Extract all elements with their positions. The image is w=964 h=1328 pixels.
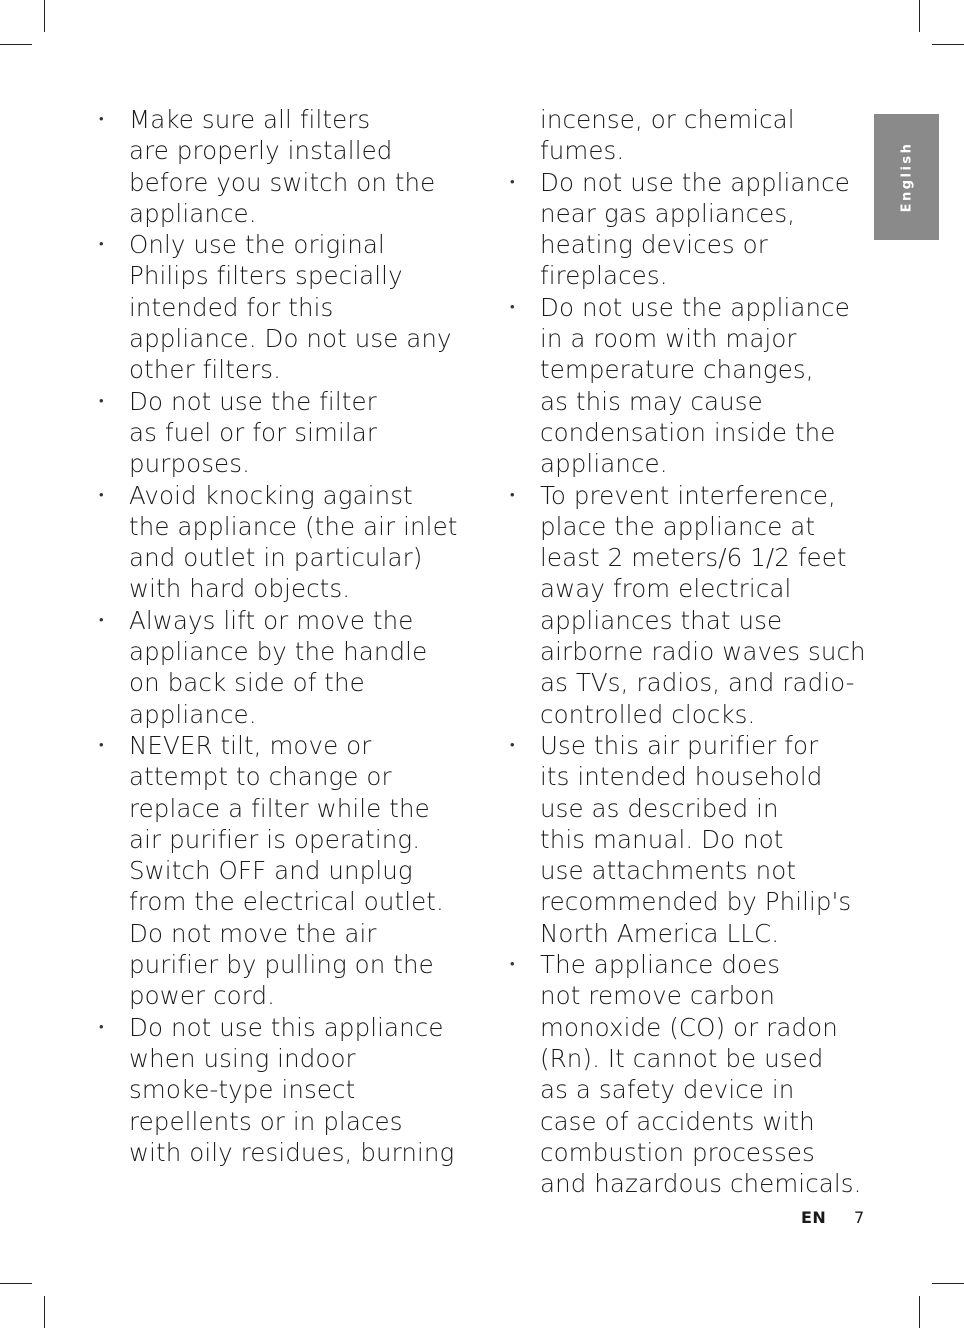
bullet-item-line: appliance. [129, 198, 257, 228]
bullet-item-line: from the electrical outlet. [129, 887, 444, 917]
bullet-item-line: smoke-type insect [129, 1075, 356, 1105]
bullet-item [98, 1012, 458, 1168]
bullet-item-line: purposes. [129, 449, 250, 479]
bullet-item-first-line: • Do not use the appliance [509, 167, 861, 198]
crop-mark-top-left-horizontal [0, 44, 32, 45]
bullet-item-line: replace a filter while the [129, 793, 430, 823]
bullet-item-line: repellents or in places [129, 1106, 403, 1136]
bullet-item-line: purifier by pulling on the [129, 950, 434, 980]
crop-mark-bottom-right-horizontal [932, 1283, 964, 1284]
bullet-item-line: away from electrical [540, 574, 792, 604]
bullet-item-line: Switch OFF and unplug [129, 856, 413, 886]
left-column [98, 104, 458, 1168]
bullet-item-line: appliance. Do not use any [129, 324, 452, 354]
bullet-item-line: place the appliance at [540, 511, 816, 541]
bullet-item [509, 949, 861, 1199]
bullet-item-line: this manual. Do not [540, 824, 784, 854]
bullet-item-line: fireplaces. [540, 261, 668, 291]
bullet-item-first-line: • To prevent interference, [509, 480, 861, 511]
crop-mark-bottom-left-vertical [44, 1296, 45, 1328]
bullet-item-line: Do not move the air [129, 918, 377, 948]
bullet-item-line: intended for this [129, 292, 334, 322]
bullet-item-line: combustion processes [540, 1137, 815, 1167]
crop-mark-bottom-right-vertical [919, 1296, 920, 1328]
bullet-item-line: its intended household [540, 762, 823, 792]
bullet-item-line: in a room with major [540, 324, 797, 354]
bullet-item-line: as fuel or for similar [129, 417, 378, 447]
bullet-item-first-line: • Do not use the filter [98, 386, 458, 417]
bullet-item-line: when using indoor [129, 1043, 356, 1073]
continued-bullet-text [509, 104, 861, 167]
bullet-item [98, 229, 458, 385]
crop-mark-top-right-horizontal [932, 44, 964, 45]
bullet-item-line: not remove carbon [540, 981, 776, 1011]
bullet-item-first-line: • Use this air purifier for [509, 730, 861, 761]
bullet-item-line: temperature changes, [540, 355, 814, 385]
bullet-item-line: air purifier is operating. [129, 824, 421, 854]
bullet-item-line: other filters. [129, 355, 282, 385]
bullet-item-first-line: • Only use the original [98, 229, 458, 260]
bullet-item [509, 292, 861, 480]
page-number: 7 [854, 1208, 865, 1227]
bullet-item-line: and outlet in particular) [129, 543, 423, 573]
bullet-item-line: controlled clocks. [540, 699, 756, 729]
bullet-item-line: appliance. [129, 699, 257, 729]
bullet-item-line: condensation inside the [540, 417, 836, 447]
bullet-item-line: fumes. [540, 136, 625, 166]
bullet-item-line: use as described in [540, 793, 779, 823]
bullet-item-line: North America LLC. [540, 918, 780, 948]
bullet-item-first-line: • Avoid knocking against [98, 480, 458, 511]
bullet-item-line: incense, or chemical [540, 105, 795, 134]
bullet-item-line: airborne radio waves such [540, 637, 866, 667]
bullet-item [98, 386, 458, 480]
bullet-item-first-line: • The appliance does [509, 949, 861, 980]
bullet-item [509, 480, 866, 730]
bullet-item-line: use attachments not [540, 856, 797, 886]
bullet-item [98, 104, 458, 229]
bullet-item-first-line: • Make sure all filters [98, 104, 458, 135]
crop-mark-bottom-left-horizontal [0, 1283, 32, 1284]
bullet-item-line: on back side of the [129, 668, 365, 698]
bullet-item-first-line: • Always lift or move the [98, 605, 458, 636]
bullet-item-first-line: • NEVER tilt, move or [98, 730, 458, 761]
bullet-item-line: and hazardous chemicals. [540, 1169, 862, 1199]
language-side-tab [874, 114, 939, 240]
crop-mark-top-left-vertical [44, 0, 45, 32]
bullet-item-line: Philips filters specially [129, 261, 403, 291]
bullet-item [98, 480, 458, 605]
bullet-item-line: as this may cause [540, 386, 763, 416]
bullet-item-first-line: • Do not use the appliance [509, 292, 861, 323]
bullet-item-line: before you switch on the [129, 167, 436, 197]
bullet-item-line: appliances that use [540, 605, 783, 635]
bullet-item-line: heating devices or [540, 230, 768, 260]
bullet-item-line: (Rn). It cannot be used [540, 1043, 824, 1073]
bullet-item [509, 730, 861, 949]
bullet-item [509, 167, 861, 292]
bullet-item-line: are properly installed [129, 136, 393, 166]
crop-mark-top-right-vertical [919, 0, 920, 32]
bullet-item-line: with oily residues, burning [129, 1137, 455, 1167]
bullet-item-line: case of accidents with [540, 1106, 815, 1136]
bullet-item-line: near gas appliances, [540, 198, 796, 228]
language-side-tab-label: English [899, 141, 914, 213]
footer-language-code: EN [801, 1208, 827, 1227]
bullet-item-line: least 2 meters/6 1/2 feet [540, 543, 847, 573]
right-column [509, 104, 866, 1199]
bullet-item-line: attempt to change or [129, 762, 392, 792]
bullet-item-line: power cord. [129, 981, 276, 1011]
bullet-item-line: as TVs, radios, and radio- [540, 668, 855, 698]
bullet-item-line: monoxide (CO) or radon [540, 1012, 838, 1042]
bullet-item-line: recommended by Philip's [540, 887, 852, 917]
bullet-item [98, 605, 458, 730]
bullet-item-line: appliance. [540, 449, 668, 479]
bullet-item [98, 730, 458, 1012]
bullet-item-line: appliance by the handle [129, 637, 428, 667]
bullet-item-line: the appliance (the air inlet [129, 511, 458, 541]
bullet-item-line: with hard objects. [129, 574, 351, 604]
bullet-item-line: as a safety device in [540, 1075, 795, 1105]
bullet-item-first-line: • Do not use this appliance [98, 1012, 458, 1043]
